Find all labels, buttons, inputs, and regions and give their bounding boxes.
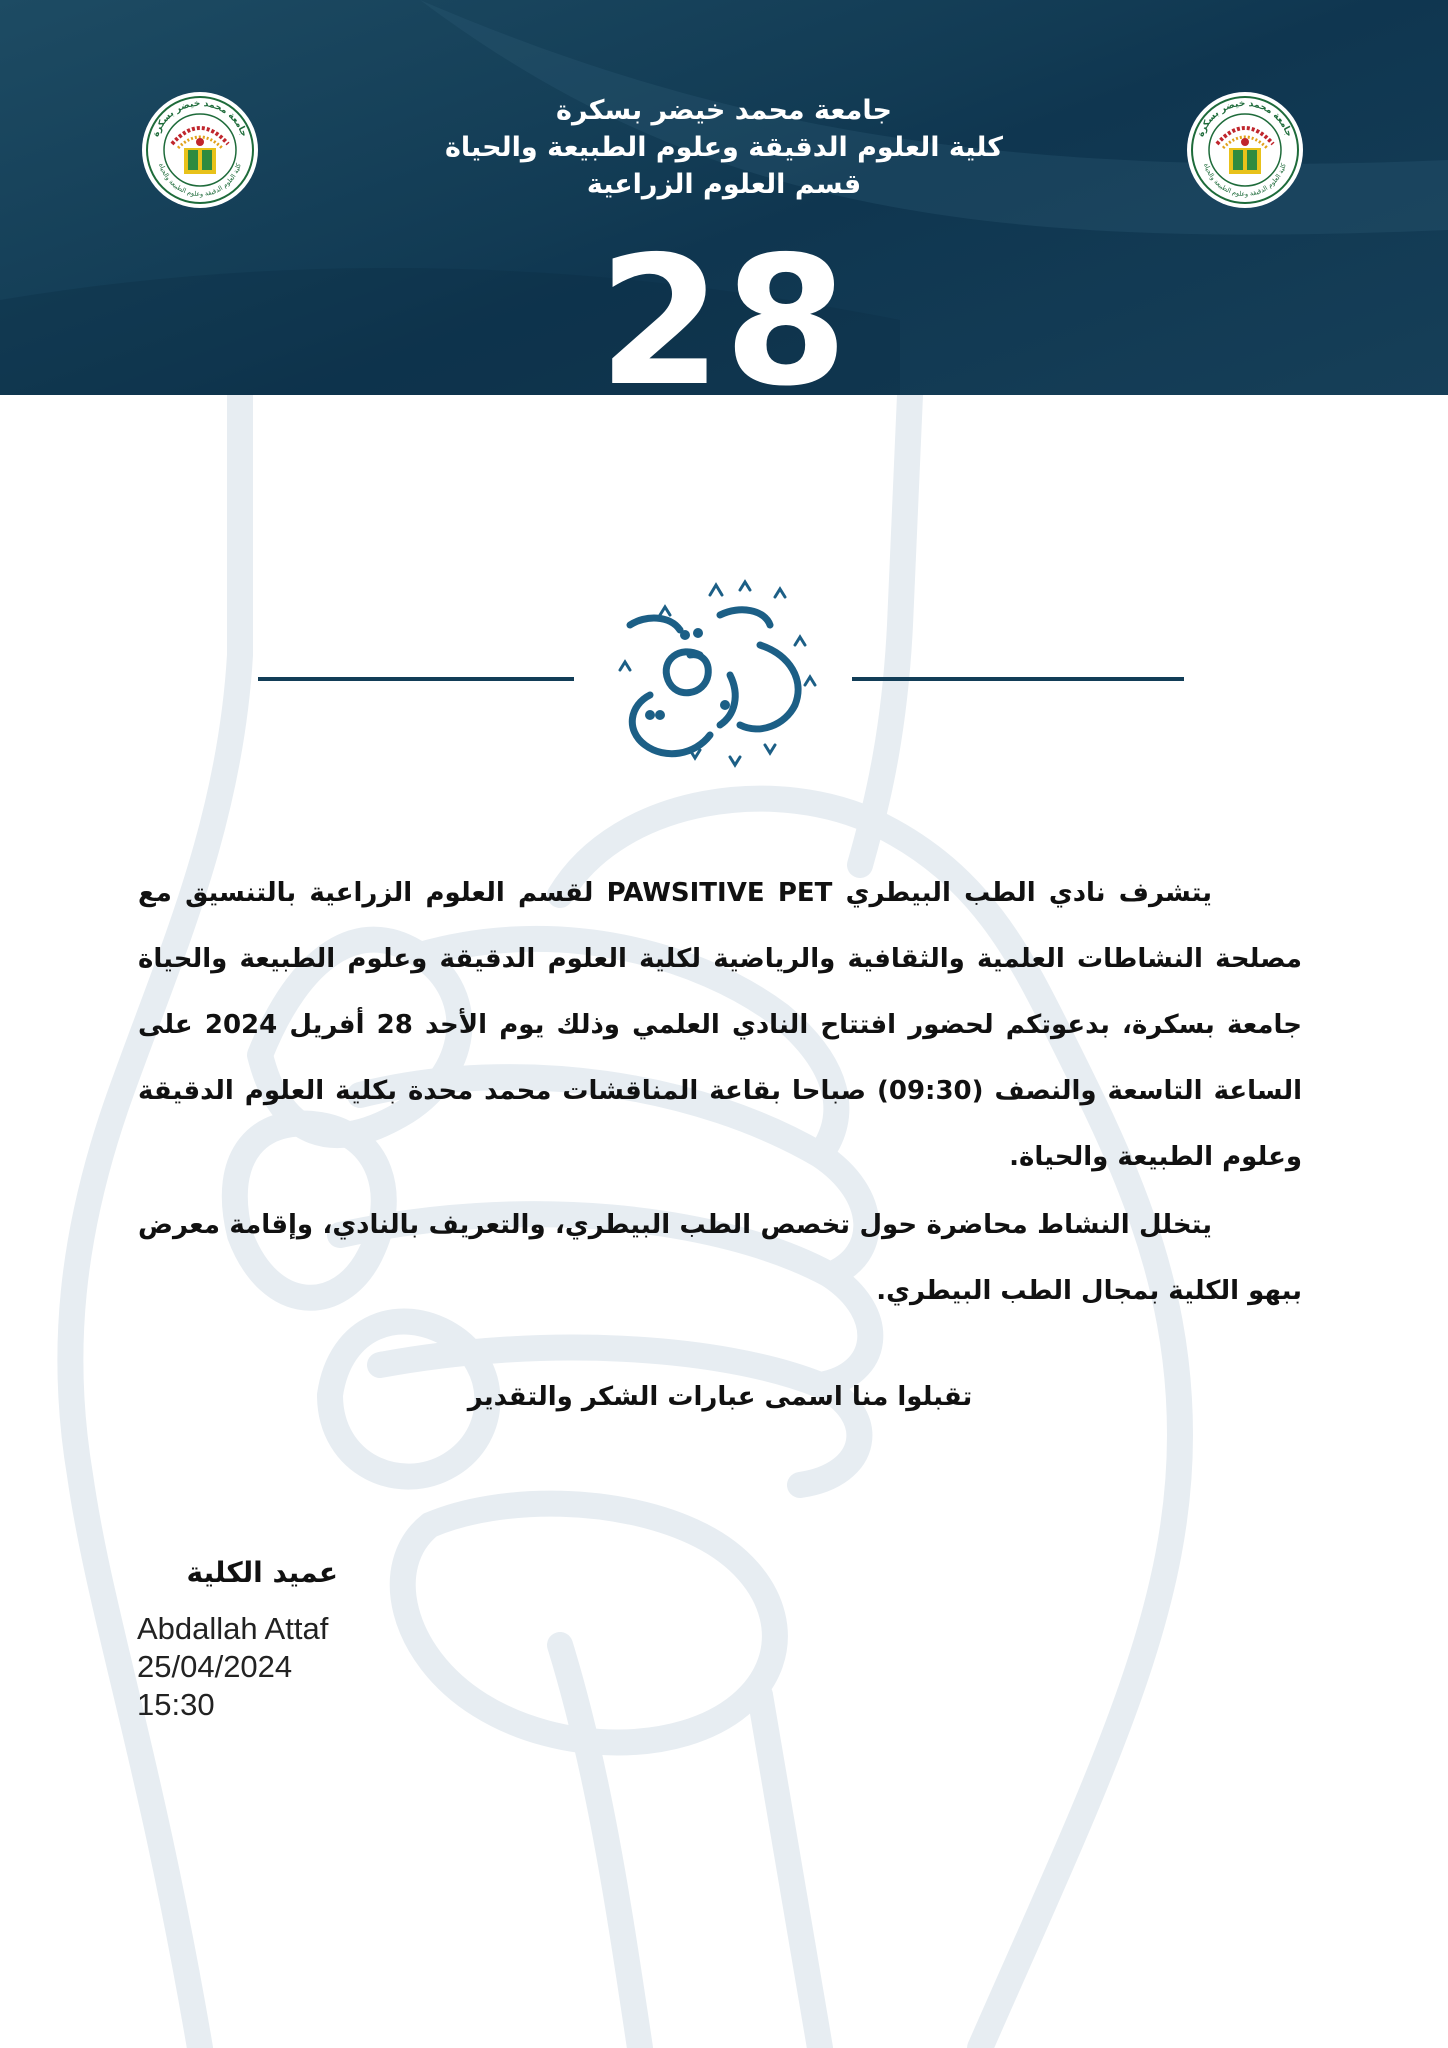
logo-arc-text-bottom: كلية العلوم الدقيقة وعلوم الطبيعة والحياة [157, 162, 243, 199]
body-paragraph-1: يتشرف نادي الطب البيطري PAWSITIVE PET لقسم العلوم الزراعية بالتنسيق مع مصلحة النشاطات العلمية والثقافية والرياضية لكلية العلوم الدقيقة وعلوم الطبيعة والحياة جامعة بسكرة، بدعوتكم لحضور افتتاح النادي العلمي وذلك يوم الأحد 28 أفريل 2024 على الساعة التاسعة والنصف (09:30) صباحا بقاعة المناقشات محمد محدة بكلية العلوم الدقيقة وعلوم الطبيعة والحياة. [138, 878, 1303, 1172]
institution-heading [300, 92, 1148, 203]
logo-arc-text: جامعة محمد خيضر بسكرة [151, 98, 249, 139]
logo-arc-text: جامعة محمد خيضر بسكرة [1196, 98, 1294, 139]
logo-arc-text-bottom: كلية العلوم الدقيقة وعلوم الطبيعة والحياة [1202, 162, 1288, 199]
signature-time: 15:30 [137, 1687, 215, 1722]
invitation-body [138, 860, 1302, 1324]
university-seal-icon [1187, 92, 1303, 208]
department-name: قسم العلوم الزراعية [586, 169, 862, 200]
university-seal-icon [142, 92, 258, 208]
signature-date: 25/04/2024 [137, 1649, 293, 1684]
university-logo-right [1187, 92, 1303, 208]
title-divider-right [852, 677, 1184, 681]
invitation-calligraphy [590, 575, 840, 775]
title-divider-left [258, 677, 574, 681]
body-paragraph-2: يتخلل النشاط محاضرة حول تخصص الطب البيطري، والتعريف بالنادي، وإقامة معرض ببهو الكلية بمجال الطب البيطري. [138, 1210, 1302, 1306]
calligraphy-ornament [590, 575, 840, 775]
university-name: جامعة محمد خيضر بسكرة [556, 95, 892, 126]
faculty-name: كلية العلوم الدقيقة وعلوم الطبيعة والحياة [444, 132, 1004, 163]
signatory-name: Abdallah Attaf [137, 1611, 329, 1646]
signatory-title: عميد الكلية [186, 1556, 338, 1589]
big-number: 28 [598, 218, 850, 395]
header-banner [0, 0, 1448, 395]
digital-signature [137, 1610, 328, 1724]
university-logo-left [142, 92, 258, 208]
invitation-title: دعوة [713, 685, 717, 686]
closing-thanks: تقبلوا منا اسمى عبارات الشكر والتقدير [467, 1382, 973, 1412]
